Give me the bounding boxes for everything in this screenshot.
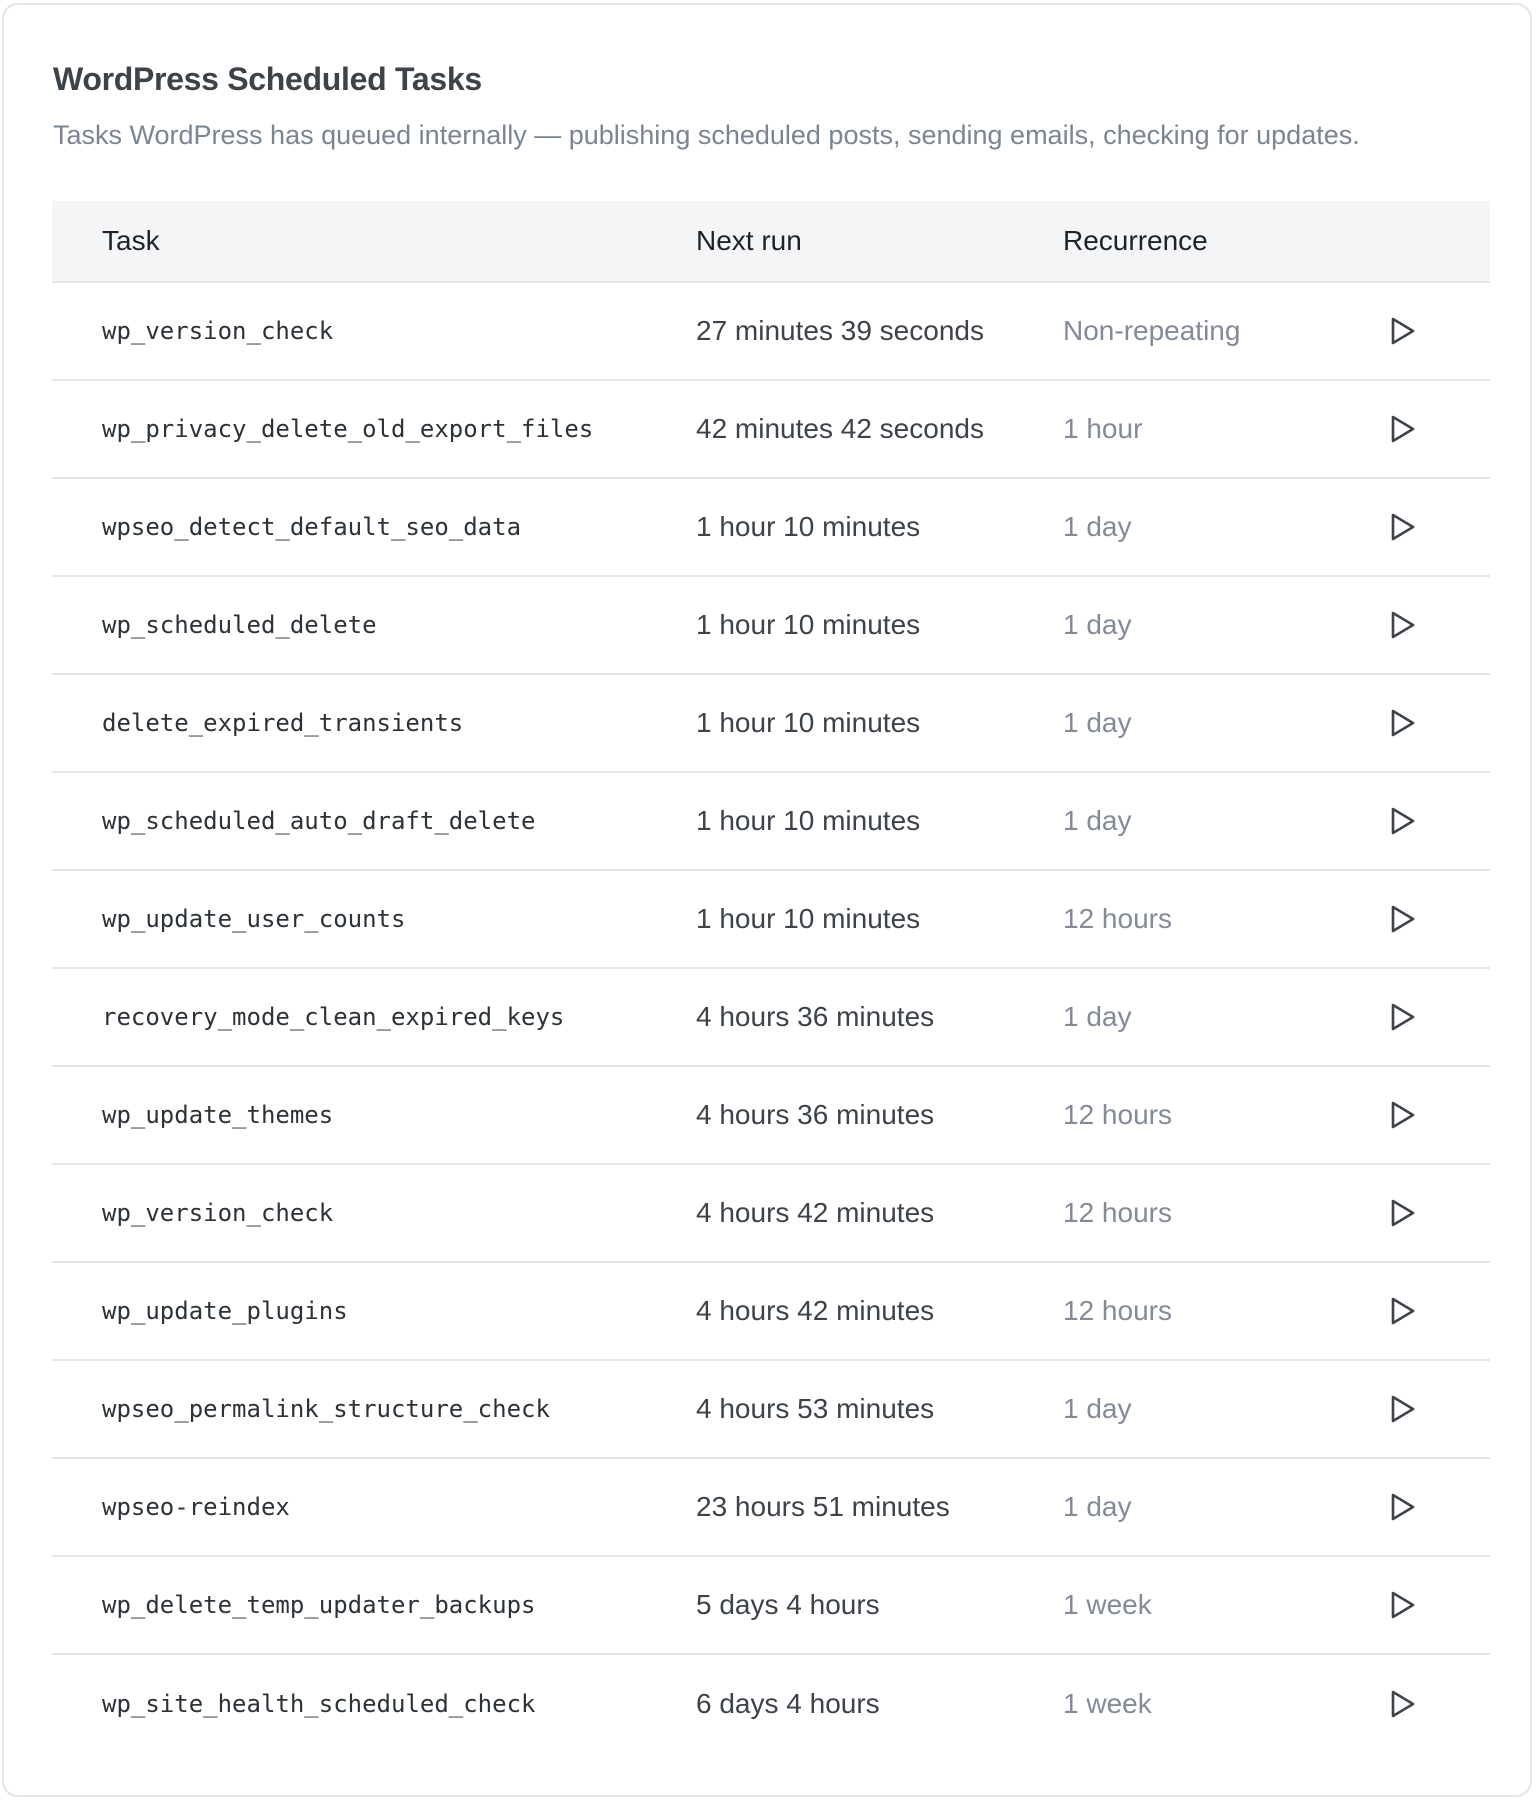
- column-header-task: Task: [52, 201, 696, 282]
- recurrence-value: 1 day: [1063, 1393, 1132, 1424]
- task-name: wp_scheduled_delete: [102, 611, 377, 639]
- table-row: [52, 1360, 1490, 1458]
- table-row: [52, 282, 1490, 380]
- task-name: wpseo_detect_default_seo_data: [102, 513, 522, 541]
- recurrence-cell: [1063, 576, 1373, 674]
- next-run-value: 1 hour 10 minutes: [696, 511, 921, 542]
- run-now-button[interactable]: [1381, 1387, 1425, 1431]
- task-name: wp_update_user_counts: [102, 905, 406, 933]
- run-now-button[interactable]: [1381, 1583, 1425, 1627]
- table-row: [52, 1654, 1490, 1752]
- recurrence-value: 1 week: [1063, 1589, 1152, 1620]
- action-cell: [1373, 772, 1490, 870]
- play-icon: [1389, 1002, 1417, 1032]
- task-cell: [52, 1654, 696, 1752]
- play-icon: [1389, 1198, 1417, 1228]
- table-row: [52, 1164, 1490, 1262]
- table-row: [52, 968, 1490, 1066]
- tasks-table-wrapper: [52, 201, 1490, 1752]
- next-run-value: 23 hours 51 minutes: [696, 1491, 950, 1522]
- action-cell: [1373, 1654, 1490, 1752]
- task-cell: [52, 870, 696, 968]
- scheduled-tasks-panel: [2, 3, 1532, 1797]
- next-run-value: 42 minutes 42 seconds: [696, 413, 984, 444]
- action-cell: [1373, 870, 1490, 968]
- next-run-cell: [696, 282, 1063, 380]
- recurrence-value: 1 day: [1063, 1491, 1132, 1522]
- recurrence-cell: [1063, 968, 1373, 1066]
- task-cell: [52, 1360, 696, 1458]
- recurrence-cell: [1063, 380, 1373, 478]
- action-cell: [1373, 674, 1490, 772]
- next-run-cell: [696, 968, 1063, 1066]
- task-cell: [52, 478, 696, 576]
- header-row: [52, 201, 1490, 282]
- recurrence-cell: [1063, 1262, 1373, 1360]
- task-name: delete_expired_transients: [102, 709, 464, 737]
- recurrence-cell: [1063, 1556, 1373, 1654]
- play-icon: [1389, 708, 1417, 738]
- recurrence-value: 1 hour: [1063, 413, 1143, 444]
- task-cell: [52, 1556, 696, 1654]
- action-cell: [1373, 1262, 1490, 1360]
- next-run-cell: [696, 576, 1063, 674]
- task-cell: [52, 968, 696, 1066]
- task-name: wpseo-reindex: [102, 1493, 290, 1521]
- recurrence-value: 1 day: [1063, 805, 1132, 836]
- task-name: wp_update_plugins: [102, 1297, 348, 1325]
- task-name: wp_delete_temp_updater_backups: [102, 1591, 536, 1619]
- play-icon: [1389, 806, 1417, 836]
- recurrence-cell: [1063, 674, 1373, 772]
- tasks-table-body: [52, 282, 1490, 1752]
- run-now-button[interactable]: [1381, 1093, 1425, 1137]
- play-icon: [1389, 1296, 1417, 1326]
- column-header-actions: [1373, 201, 1490, 282]
- recurrence-cell: [1063, 1654, 1373, 1752]
- task-cell: [52, 576, 696, 674]
- recurrence-cell: [1063, 772, 1373, 870]
- run-now-button[interactable]: [1381, 309, 1425, 353]
- next-run-cell: [696, 1164, 1063, 1262]
- play-icon: [1389, 1394, 1417, 1424]
- recurrence-value: 1 day: [1063, 609, 1132, 640]
- table-row: [52, 1458, 1490, 1556]
- recurrence-value: 12 hours: [1063, 903, 1172, 934]
- task-name: wp_version_check: [102, 317, 334, 345]
- action-cell: [1373, 576, 1490, 674]
- recurrence-cell: [1063, 1066, 1373, 1164]
- next-run-value: 1 hour 10 minutes: [696, 903, 921, 934]
- play-icon: [1389, 316, 1417, 346]
- table-row: [52, 1556, 1490, 1654]
- tasks-table-header: [52, 201, 1490, 282]
- next-run-cell: [696, 870, 1063, 968]
- next-run-cell: [696, 772, 1063, 870]
- run-now-button[interactable]: [1381, 701, 1425, 745]
- next-run-value: 6 days 4 hours: [696, 1687, 880, 1719]
- action-cell: [1373, 1458, 1490, 1556]
- action-cell: [1373, 380, 1490, 478]
- table-row: [52, 1262, 1490, 1360]
- recurrence-cell: [1063, 1360, 1373, 1458]
- recurrence-value: 1 week: [1063, 1687, 1152, 1719]
- action-cell: [1373, 478, 1490, 576]
- table-row: [52, 772, 1490, 870]
- next-run-value: 4 hours 42 minutes: [696, 1295, 935, 1326]
- task-cell: [52, 1262, 696, 1360]
- run-now-button[interactable]: [1381, 897, 1425, 941]
- action-cell: [1373, 282, 1490, 380]
- next-run-value: 5 days 4 hours: [696, 1589, 880, 1620]
- panel-title: WordPress Scheduled Tasks: [53, 61, 482, 97]
- next-run-value: 1 hour 10 minutes: [696, 805, 921, 836]
- next-run-cell: [696, 1066, 1063, 1164]
- run-now-button[interactable]: [1381, 407, 1425, 451]
- task-cell: [52, 772, 696, 870]
- action-cell: [1373, 968, 1490, 1066]
- recurrence-value: 1 day: [1063, 511, 1132, 542]
- play-icon: [1389, 1689, 1417, 1719]
- recurrence-value: Non-repeating: [1063, 315, 1241, 346]
- next-run-value: 4 hours 42 minutes: [696, 1197, 935, 1228]
- recurrence-cell: [1063, 282, 1373, 380]
- play-icon: [1389, 1100, 1417, 1130]
- table-row: [52, 1066, 1490, 1164]
- task-cell: [52, 674, 696, 772]
- next-run-value: 1 hour 10 minutes: [696, 609, 921, 640]
- task-name: wp_version_check: [102, 1199, 334, 1227]
- task-name: wp_privacy_delete_old_export_files: [102, 415, 594, 443]
- run-now-button[interactable]: [1381, 1289, 1425, 1333]
- table-row: [52, 870, 1490, 968]
- recurrence-value: 1 day: [1063, 1001, 1132, 1032]
- next-run-value: 4 hours 53 minutes: [696, 1393, 935, 1424]
- run-now-button[interactable]: [1381, 505, 1425, 549]
- action-cell: [1373, 1164, 1490, 1262]
- run-now-button[interactable]: [1381, 799, 1425, 843]
- recurrence-cell: [1063, 1458, 1373, 1556]
- next-run-value: 1 hour 10 minutes: [696, 707, 921, 738]
- task-name: wp_site_health_scheduled_check: [102, 1689, 536, 1718]
- tasks-table: [52, 201, 1490, 1752]
- task-cell: [52, 282, 696, 380]
- recurrence-value: 1 day: [1063, 707, 1132, 738]
- next-run-cell: [696, 1360, 1063, 1458]
- column-header-recurrence: Recurrence: [1063, 201, 1373, 282]
- next-run-cell: [696, 1556, 1063, 1654]
- next-run-cell: [696, 380, 1063, 478]
- recurrence-value: 12 hours: [1063, 1295, 1172, 1326]
- run-now-button[interactable]: [1381, 1485, 1425, 1529]
- task-name: wp_update_themes: [102, 1101, 334, 1129]
- recurrence-value: 12 hours: [1063, 1099, 1172, 1130]
- column-header-next-run: Next run: [696, 201, 1063, 282]
- run-now-button[interactable]: [1381, 1191, 1425, 1235]
- run-now-button[interactable]: [1381, 995, 1425, 1039]
- panel-subtitle: Tasks WordPress has queued internally — publishing scheduled posts, sending emails, checking for updates.: [53, 120, 1360, 150]
- next-run-cell: [696, 1654, 1063, 1752]
- next-run-value: 4 hours 36 minutes: [696, 1001, 935, 1032]
- action-cell: [1373, 1360, 1490, 1458]
- next-run-cell: [696, 478, 1063, 576]
- play-icon: [1389, 904, 1417, 934]
- action-cell: [1373, 1066, 1490, 1164]
- action-cell: [1373, 1556, 1490, 1654]
- next-run-cell: [696, 1262, 1063, 1360]
- run-now-button[interactable]: [1381, 1682, 1425, 1726]
- task-cell: [52, 1458, 696, 1556]
- table-row: [52, 380, 1490, 478]
- next-run-value: 4 hours 36 minutes: [696, 1099, 935, 1130]
- table-row: [52, 674, 1490, 772]
- next-run-cell: [696, 674, 1063, 772]
- play-icon: [1389, 414, 1417, 444]
- task-cell: [52, 1164, 696, 1262]
- play-icon: [1389, 512, 1417, 542]
- task-name: wp_scheduled_auto_draft_delete: [102, 807, 536, 835]
- recurrence-cell: [1063, 1164, 1373, 1262]
- run-now-button[interactable]: [1381, 603, 1425, 647]
- task-name: recovery_mode_clean_expired_keys: [102, 1003, 565, 1031]
- next-run-value: 27 minutes 39 seconds: [696, 315, 984, 346]
- play-icon: [1389, 1590, 1417, 1620]
- task-cell: [52, 1066, 696, 1164]
- recurrence-cell: [1063, 870, 1373, 968]
- recurrence-cell: [1063, 478, 1373, 576]
- recurrence-value: 12 hours: [1063, 1197, 1172, 1228]
- task-cell: [52, 380, 696, 478]
- table-row: [52, 576, 1490, 674]
- next-run-cell: [696, 1458, 1063, 1556]
- table-row: [52, 478, 1490, 576]
- task-name: wpseo_permalink_structure_check: [102, 1395, 550, 1423]
- play-icon: [1389, 610, 1417, 640]
- play-icon: [1389, 1492, 1417, 1522]
